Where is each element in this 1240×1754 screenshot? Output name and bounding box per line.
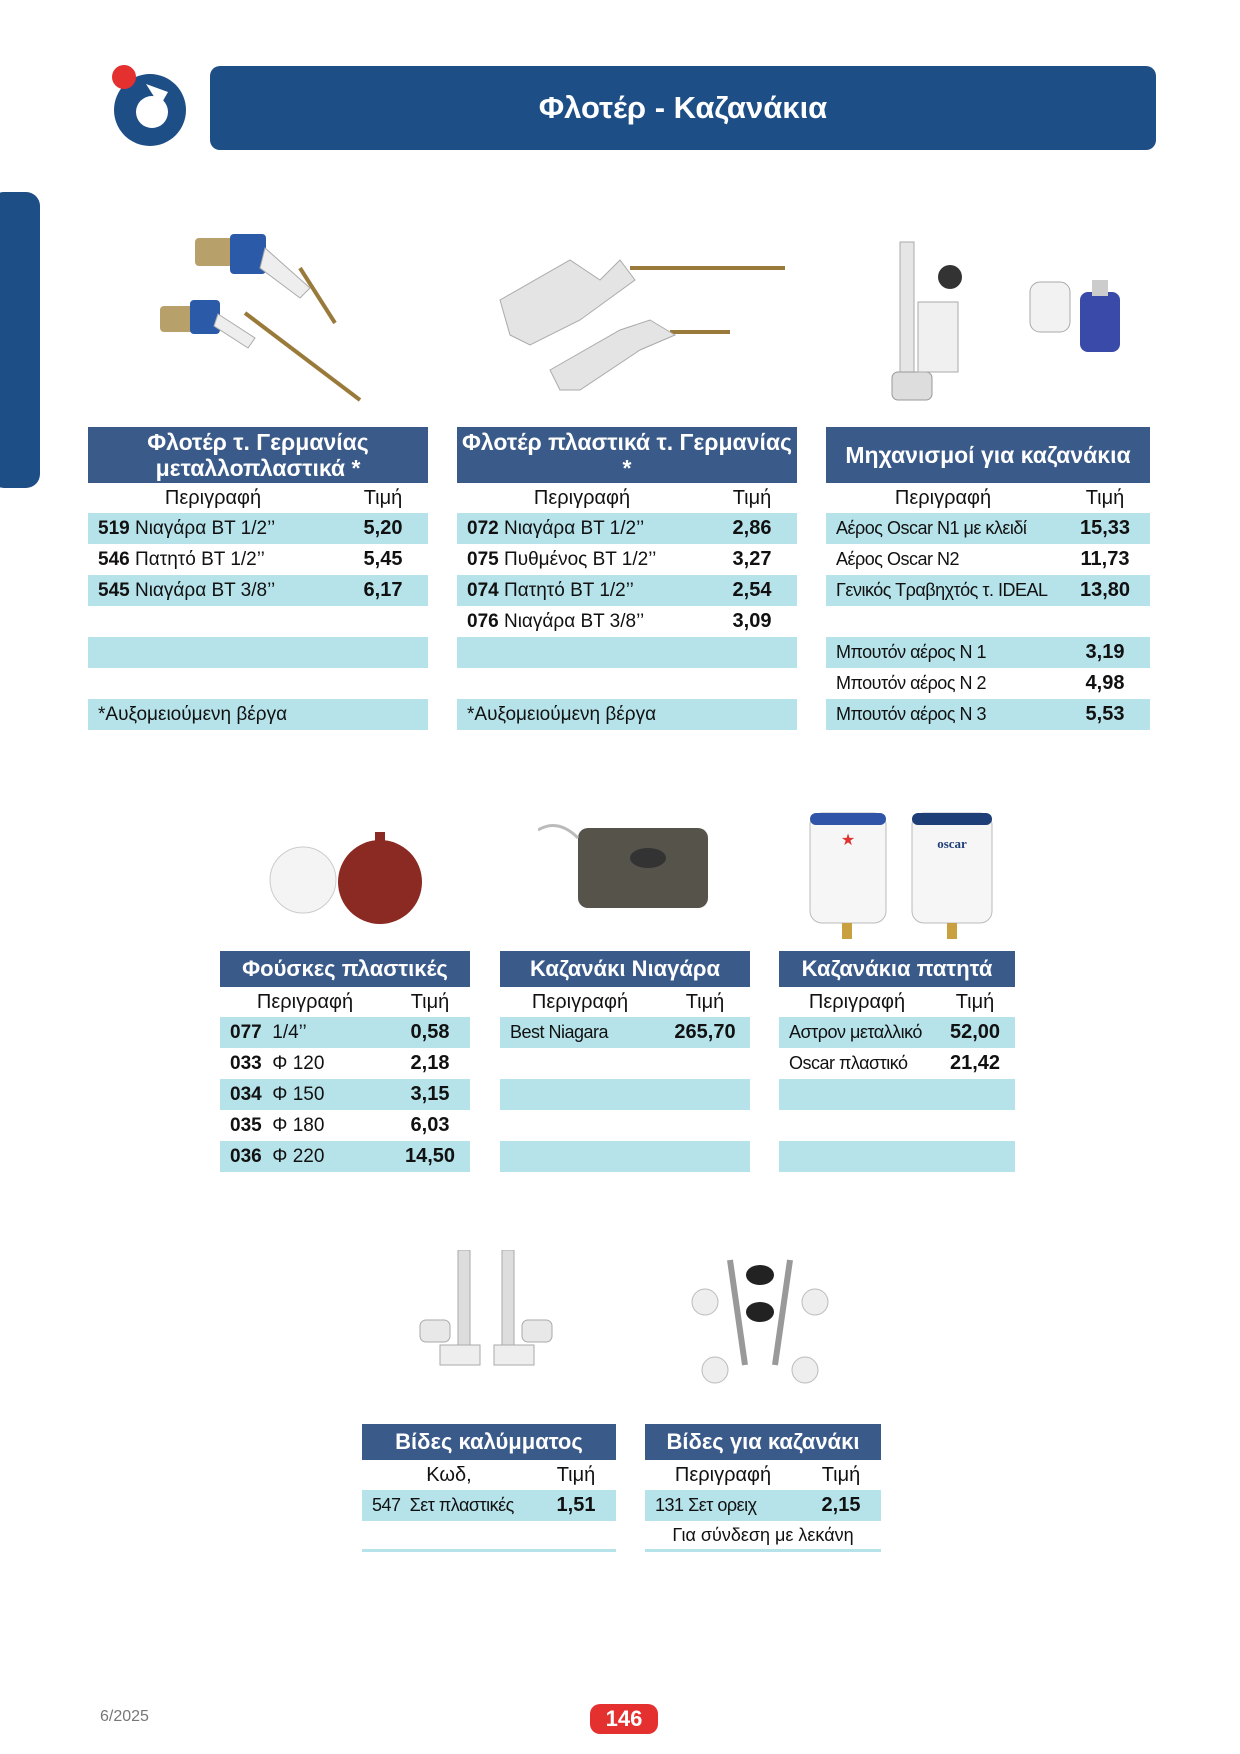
cover-screws-image	[410, 1250, 560, 1380]
table-row: 545 Νιαγάρα ΒΤ 3/8’’ 6,17	[88, 575, 428, 606]
table-row	[779, 1110, 1015, 1141]
table-row: 077 1/4’’ 0,58	[220, 1017, 470, 1048]
table-row	[88, 606, 428, 637]
section-title: Καζανάκι Νιαγάρα	[500, 951, 750, 987]
col-desc: Περιγραφή	[674, 1463, 772, 1486]
table-row	[826, 606, 1150, 637]
section-german-plastic-floats	[457, 427, 797, 730]
side-tab	[0, 192, 40, 488]
section-niagara-cistern	[500, 951, 750, 1172]
table-row: 074 Πατητό ΒΤ 1/2’’ 2,54	[457, 575, 797, 606]
table-row: Αέρος Oscar N2 11,73	[836, 548, 1130, 570]
table-row: 034 Φ 150 3,15	[220, 1079, 470, 1110]
table-row: 547 Σετ πλαστικές 1,51	[362, 1490, 616, 1521]
table-row-note: *Αυξομειούμενη βέργα	[457, 699, 797, 730]
table-row	[500, 1079, 750, 1110]
table-row: 519 Νιαγάρα ΒΤ 1/2’’ 5,20	[88, 513, 428, 544]
table-row: Αέρος Oscar N1 με κλειδί 15,33	[826, 513, 1150, 544]
section-push-cisterns	[779, 951, 1015, 1172]
table-row	[500, 1110, 750, 1141]
table-row: 033 Φ 120 2,18	[230, 1052, 450, 1074]
section-title: Καζανάκια πατητά	[779, 951, 1015, 987]
col-desc: Περιγραφή	[894, 486, 992, 509]
section-title: Βίδες καλύμματος	[362, 1424, 616, 1460]
footer-date: 6/2025	[100, 1708, 149, 1725]
col-desc: Περιγραφή	[808, 990, 906, 1013]
col-price: Τιμή	[821, 1463, 861, 1486]
cistern-screws-image	[685, 1250, 835, 1390]
table-row: Μπουτόν αέρος Ν 2 4,98	[836, 672, 1125, 694]
table-row: 036 Φ 220 14,50	[220, 1141, 470, 1172]
col-desc: Περιγραφή	[531, 990, 629, 1013]
col-price: Τιμή	[363, 486, 403, 509]
table-row: Μπουτόν αέρος Ν 1 3,19	[826, 637, 1150, 668]
push-cisterns-image	[800, 805, 1000, 945]
table-row: 072 Νιαγάρα ΒΤ 1/2’’ 2,86	[457, 513, 797, 544]
section-cistern-screws	[645, 1424, 881, 1552]
section-plastic-floats-balls	[220, 951, 470, 1172]
table-row	[362, 1521, 616, 1552]
table-note: Για σύνδεση με λεκάνη	[645, 1521, 881, 1552]
table-row: 546 Πατητό ΒΤ 1/2’’ 5,45	[98, 548, 403, 570]
section-cover-screws	[362, 1424, 616, 1552]
table-row	[88, 637, 428, 668]
table-row: Μπουτόν αέρος Ν 3 5,53	[826, 699, 1150, 730]
table-row: Best Niagara 265,70	[500, 1017, 750, 1048]
table-row	[457, 668, 797, 699]
oscar-brand-label: oscar	[937, 836, 967, 851]
section-flush-mechanisms	[826, 427, 1150, 730]
page-number: 146	[590, 1704, 658, 1734]
metal-float-valves-image	[150, 228, 370, 408]
col-price: Τιμή	[955, 990, 995, 1013]
section-title: Φούσκες πλαστικές	[220, 951, 470, 987]
table-row	[500, 1048, 750, 1079]
col-price: Τιμή	[1085, 486, 1125, 509]
table-row: 076 Νιαγάρα ΒΤ 3/8’’ 3,09	[467, 610, 772, 632]
page-title: Φλοτέρ - Καζανάκια	[210, 66, 1156, 150]
section-german-metal-floats	[88, 427, 428, 730]
section-title: Βίδες για καζανάκι	[645, 1424, 881, 1460]
flush-mechanisms-image	[880, 222, 1140, 412]
table-row: Oscar πλαστικό 21,42	[789, 1052, 1001, 1074]
col-desc: Περιγραφή	[256, 990, 354, 1013]
section-title: Φλοτέρ πλαστικά τ. Γερμανίας *	[457, 427, 797, 483]
col-code: Κωδ,	[426, 1463, 472, 1486]
table-row: Γενικός Τραβηχτός τ. IDEAL 13,80	[826, 575, 1150, 606]
table-row: Αστρον μεταλλικό 52,00	[779, 1017, 1015, 1048]
col-price: Τιμή	[556, 1463, 596, 1486]
col-desc: Περιγραφή	[164, 486, 262, 509]
plastic-float-valves-image	[490, 240, 790, 405]
table-row	[779, 1141, 1015, 1172]
company-logo	[106, 62, 190, 148]
float-balls-image	[265, 822, 435, 930]
table-row	[457, 637, 797, 668]
table-row: 035 Φ 180 6,03	[230, 1114, 450, 1136]
col-desc: Περιγραφή	[533, 486, 631, 509]
section-title: Φλοτέρ τ. Γερμανίας μεταλλοπλαστικά *	[88, 427, 428, 483]
table-row-note: *Αυξομειούμενη βέργα	[88, 699, 428, 730]
col-price: Τιμή	[732, 486, 772, 509]
niagara-cistern-image	[538, 818, 723, 928]
table-row	[500, 1141, 750, 1172]
table-row: 075 Πυθμένος ΒΤ 1/2’’ 3,27	[467, 548, 772, 570]
table-row	[779, 1079, 1015, 1110]
table-row: 131 Σετ ορειχ 2,15	[645, 1490, 881, 1521]
col-price: Τιμή	[410, 990, 450, 1013]
section-title: Μηχανισμοί για καζανάκια	[826, 427, 1150, 483]
col-price: Τιμή	[685, 990, 725, 1013]
table-row	[88, 668, 428, 699]
svg-text:★: ★	[840, 832, 856, 849]
